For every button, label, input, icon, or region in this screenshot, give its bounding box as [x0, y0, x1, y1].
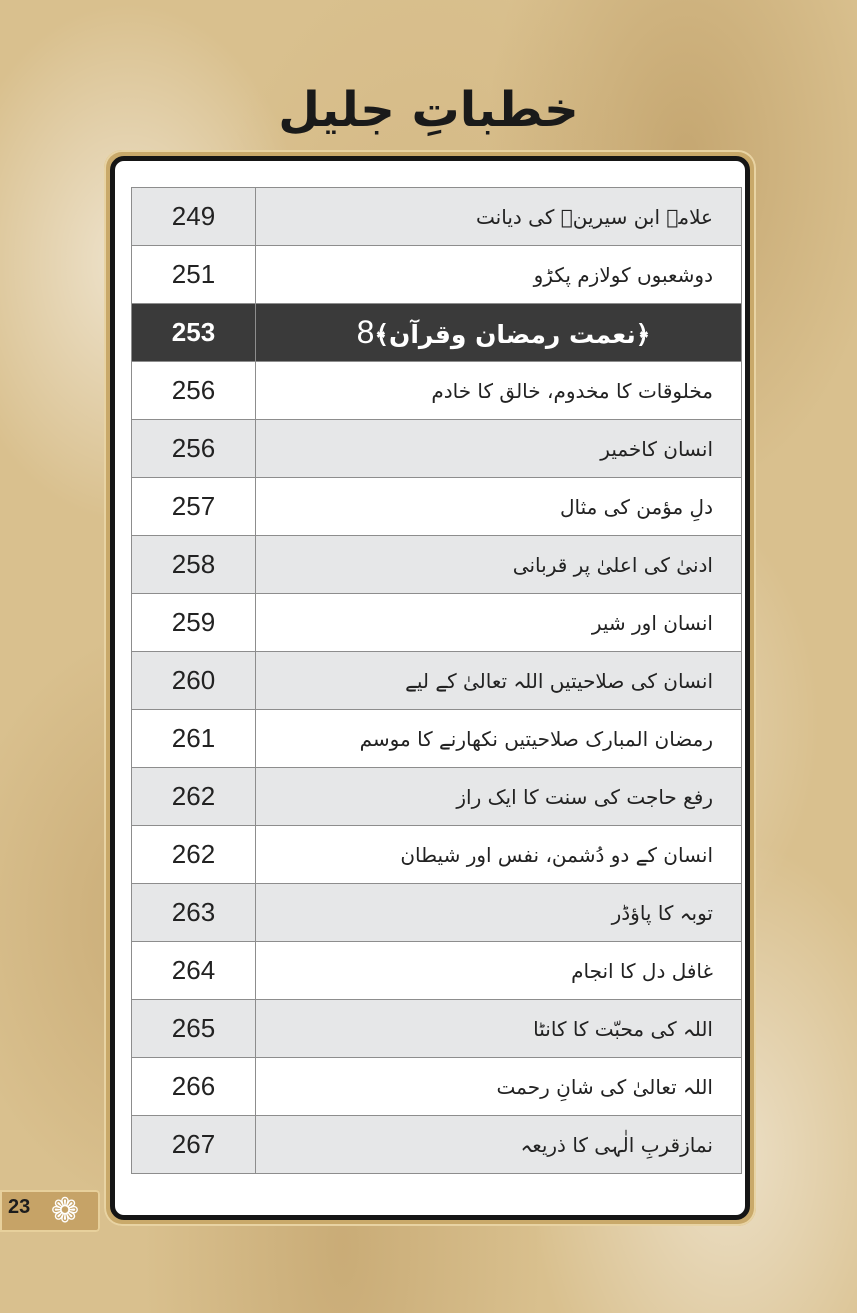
toc-entry-title: دوشعبوں کولازم پکڑو: [256, 246, 742, 304]
toc-entry-title: انسان کی صلاحیتیں اللہ تعالیٰ کے لیے: [256, 652, 742, 710]
toc-page-number: 258: [132, 536, 256, 594]
toc-row: [132, 826, 742, 884]
toc-table: [131, 187, 742, 1174]
toc-row: [132, 536, 742, 594]
toc-row: [132, 188, 742, 246]
toc-row: [132, 942, 742, 1000]
toc-entry-title: مخلوقات کا مخدوم، خالق کا خادم: [256, 362, 742, 420]
toc-row: [132, 1058, 742, 1116]
toc-entry-title: علامہ ابن سیرینؒ کی دیانت: [256, 188, 742, 246]
chapter-number: 8: [356, 314, 375, 350]
toc-page-number: 267: [132, 1116, 256, 1174]
toc-page-number: 262: [132, 768, 256, 826]
toc-entry-title: ادنیٰ کی اعلیٰ پر قربانی: [256, 536, 742, 594]
toc-page-number: 259: [132, 594, 256, 652]
toc-chapter-cell: [256, 304, 742, 362]
page-title: خطباتِ جلیل: [278, 82, 579, 138]
toc-page-number: 265: [132, 1000, 256, 1058]
toc-page-number: 264: [132, 942, 256, 1000]
toc-entry-title: انسان اور شیر: [256, 594, 742, 652]
toc-entry-title: توبہ کا پاؤڈر: [256, 884, 742, 942]
flower-ornament-icon: ❁: [50, 1191, 80, 1231]
toc-page-number: 266: [132, 1058, 256, 1116]
toc-row: [132, 768, 742, 826]
toc-row: [132, 478, 742, 536]
toc-row: [132, 710, 742, 768]
toc-entry-title: رمضان المبارک صلاحیتیں نکھارنے کا موسم: [256, 710, 742, 768]
toc-entry-title: اللہ کی محبّت کا کانٹا: [256, 1000, 742, 1058]
toc-page-number: 261: [132, 710, 256, 768]
toc-frame-inner: [110, 156, 750, 1220]
toc-page-number: 257: [132, 478, 256, 536]
toc-entry-title: دلِ مؤمن کی مثال: [256, 478, 742, 536]
toc-row: [132, 884, 742, 942]
toc-row: [132, 652, 742, 710]
toc-page-number: 262: [132, 826, 256, 884]
toc-entry-title: اللہ تعالیٰ کی شانِ رحمت: [256, 1058, 742, 1116]
toc-row: [132, 1116, 742, 1174]
toc-row: [132, 420, 742, 478]
toc-page-number: 260: [132, 652, 256, 710]
toc-row: [132, 594, 742, 652]
toc-frame: [104, 150, 756, 1226]
toc-page-number: 249: [132, 188, 256, 246]
toc-entry-title: غافل دل کا انجام: [256, 942, 742, 1000]
toc-page-number: 256: [132, 420, 256, 478]
toc-page-number: 256: [132, 362, 256, 420]
toc-row: [132, 246, 742, 304]
toc-chapter-row: [132, 304, 742, 362]
toc-page-number: 251: [132, 246, 256, 304]
toc-row: [132, 362, 742, 420]
page-number: 23: [8, 1196, 31, 1218]
page-number-tab: [0, 1190, 100, 1232]
toc-entry-title: انسان کے دو دُشمن، نفس اور شیطان: [256, 826, 742, 884]
toc-entry-title: رفع حاجت کی سنت کا ایک راز: [256, 768, 742, 826]
toc-entry-title: نمازقربِ الٰہی کا ذریعہ: [256, 1116, 742, 1174]
toc-page-number: 263: [132, 884, 256, 942]
toc-page-number: 253: [132, 304, 256, 362]
toc-entry-title: انسان کاخمیر: [256, 420, 742, 478]
toc-row: [132, 1000, 742, 1058]
chapter-title: ﴿نعمت رمضان وقرآن﴾: [374, 320, 651, 349]
